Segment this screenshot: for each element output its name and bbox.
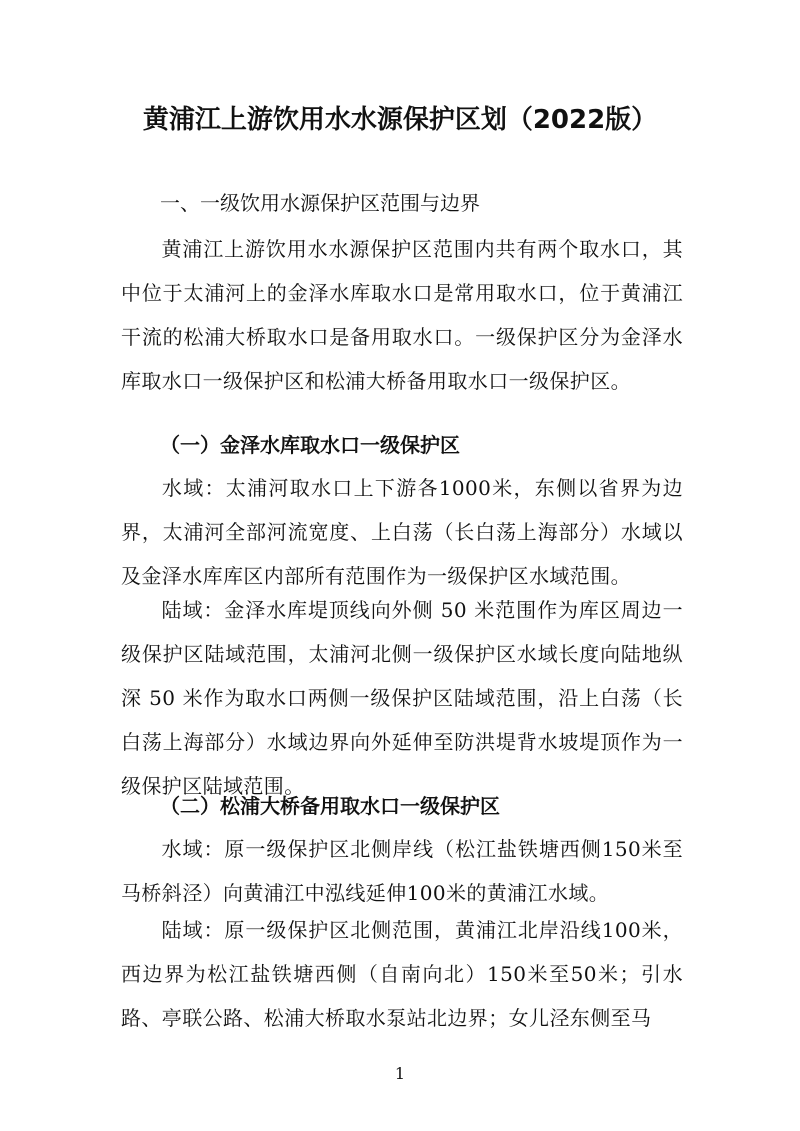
songpu-land-text: 陆域：原一级保护区北侧范围，黄浦江北岸沿线100米，西边界为松江盐铁塘西侧（自南向北）150米至50米；引水路、亭联公路、松浦大桥取水泵站北边界；女儿泾东侧至马 [121, 918, 683, 1030]
jinze-water-paragraph [121, 466, 683, 598]
document-title: 黄浦江上游饮用水水源保护区划（2022版） [142, 105, 658, 135]
songpu-water-paragraph [121, 827, 683, 915]
jinze-water-text: 水域：太浦河取水口上下游各1000米，东侧以省界为边界，太浦河全部河流宽度、上白荡（长白荡上海部分）水域以及金泽水库库区内部所有范围作为一级保护区水域范围。 [121, 476, 683, 588]
songpu-water-text: 水域：原一级保护区北侧岸线（松江盐铁塘西侧150米至马桥斜泾）向黄浦江中泓线延伸100米的黄浦江水域。 [121, 837, 683, 905]
subsection-heading-songpu: （二）松浦大桥备用取水口一级保护区 [160, 794, 500, 818]
page-number: 1 [394, 1064, 406, 1083]
jinze-land-paragraph [121, 588, 683, 808]
section-heading: 一、一级饮用水源保护区范围与边界 [160, 191, 480, 215]
subsection-heading-jinze: （一）金泽水库取水口一级保护区 [160, 433, 460, 457]
songpu-land-paragraph [121, 908, 683, 1040]
intro-paragraph-text: 黄浦江上游饮用水水源保护区范围内共有两个取水口，其中位于太浦河上的金泽水库取水口是常用取水口，位于黄浦江干流的松浦大桥取水口是备用取水口。一级保护区分为金泽水库取水口一级保护区和松浦大桥备用取水口一级保护区。 [121, 237, 683, 393]
jinze-land-text: 陆域：金泽水库堤顶线向外侧 50 米范围作为库区周边一级保护区陆域范围，太浦河北侧一级保护区水域长度向陆地纵深 50 米作为取水口两侧一级保护区陆域范围，沿上白荡（长白荡上海部分）水域边界向外延伸至防洪堤背水坡堤顶作为一级保护区陆域范围。 [121, 598, 683, 798]
intro-paragraph [121, 227, 683, 403]
